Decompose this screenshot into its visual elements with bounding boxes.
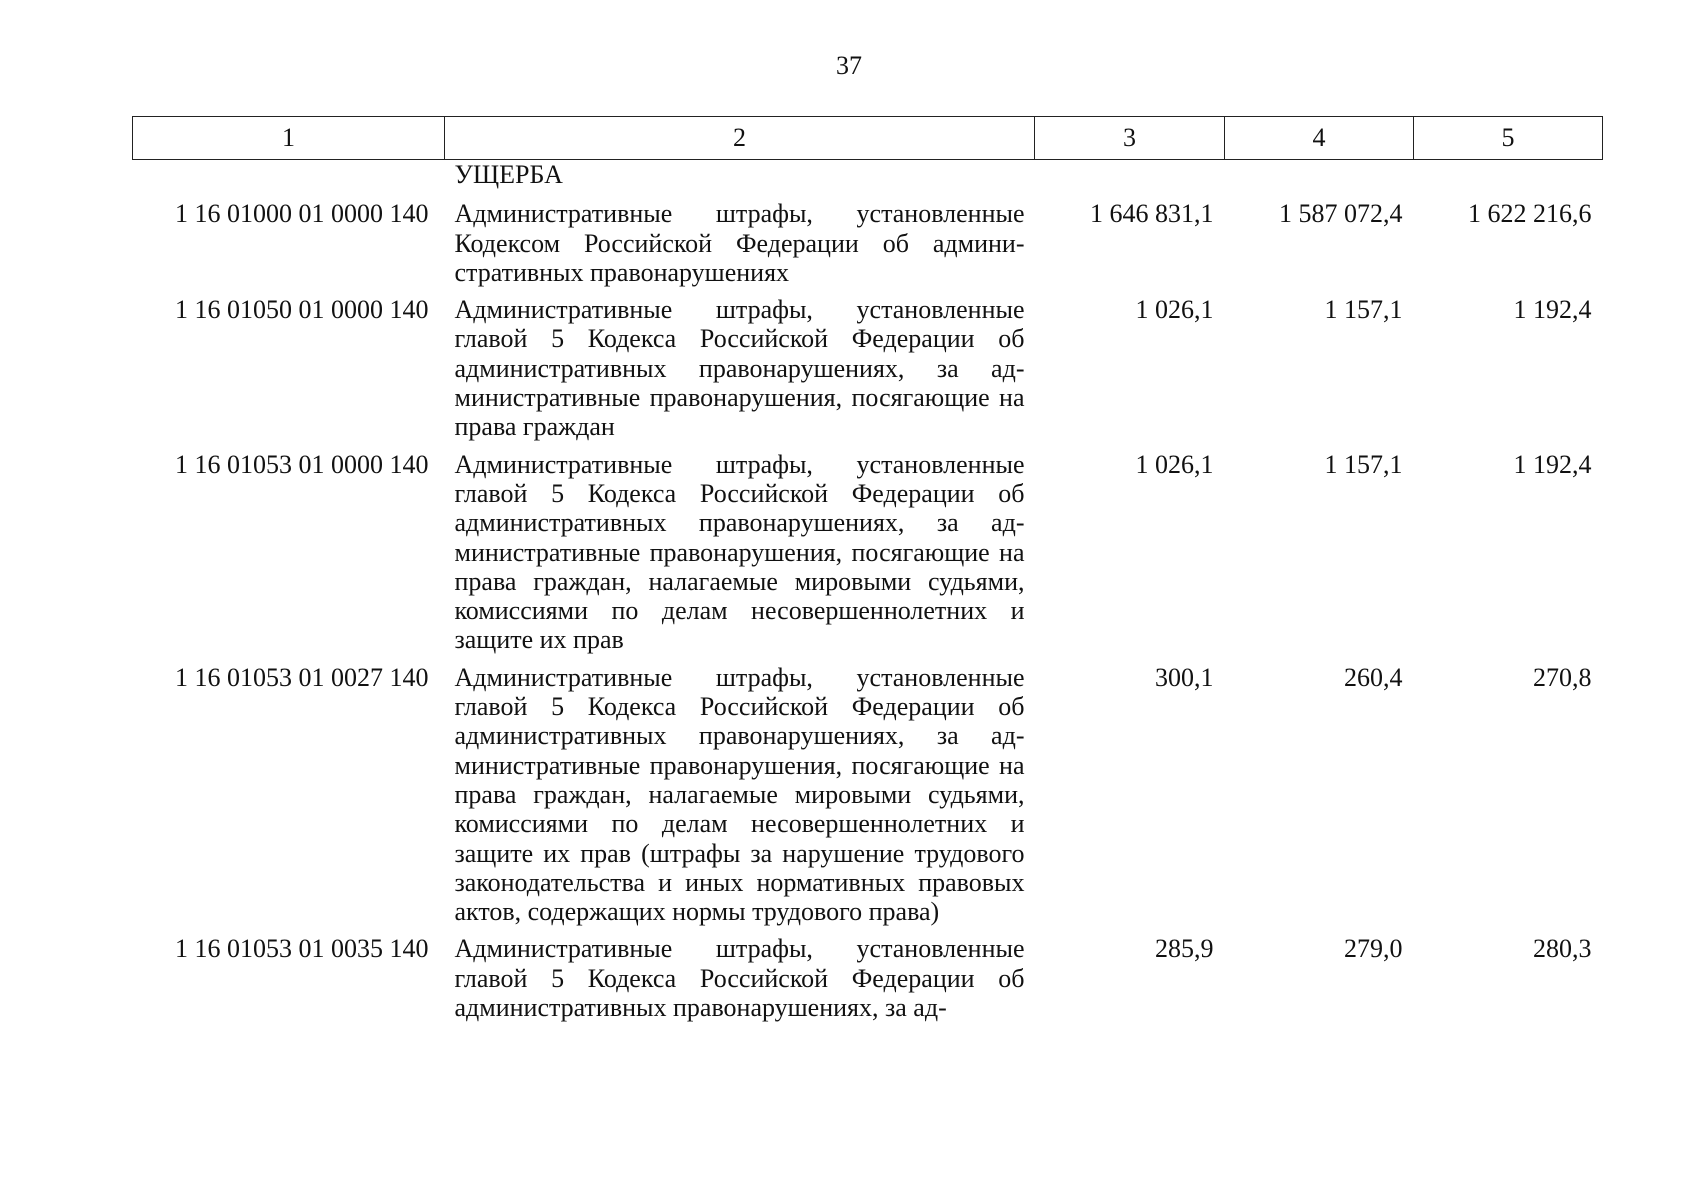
table-row: [133, 450, 1603, 663]
header-col-3: 3: [1035, 117, 1225, 160]
table-row: [133, 934, 1603, 1030]
row-value-col3: 1 026,1: [1135, 295, 1214, 325]
header-col-1: 1: [133, 117, 445, 160]
row-value-col4: 1 157,1: [1324, 449, 1403, 479]
row-value-col4: 1 587 072,4: [1279, 199, 1403, 229]
table-row: [133, 663, 1603, 935]
row-value-col5: 280,3: [1533, 934, 1592, 964]
row-value-col5: 1 192,4: [1513, 449, 1592, 479]
row-value-col4: 260,4: [1344, 662, 1403, 692]
row-description: Административные штрафы, установленные главой 5 Кодекса Российской Федерации об административных правонарушениях, за ад-: [454, 934, 1025, 1023]
row-value-col3: 1 646 831,1: [1090, 199, 1214, 229]
row-code: 1 16 01053 01 0035 140: [175, 934, 429, 964]
row-description: Административные штрафы, установленные главой 5 Кодекса Российской Федерации об административных правонарушениях, за административные правонарушения, посягающие на права граждан: [454, 295, 1025, 442]
continuation-row: [133, 160, 1603, 200]
row-code: 1 16 01000 01 0000 140: [175, 199, 429, 229]
row-description: Административные штрафы, установленные главой 5 Кодекса Российской Федерации об административных правонарушениях, за административные правонарушения, посягающие на права граждан, налагаемые мировыми судьями, комиссиями по делам несовершеннолетних и защите их прав (штрафы за нарушение трудового законодательства и иных нормативных правовых актов, содержащих нормы трудового права): [454, 662, 1025, 927]
continuation-text: УЩЕРБА: [454, 160, 563, 189]
table-row: [133, 199, 1603, 295]
row-value-col4: 279,0: [1344, 934, 1403, 964]
header-col-4: 4: [1225, 117, 1414, 160]
row-value-col5: 270,8: [1533, 662, 1592, 692]
header-col-5: 5: [1414, 117, 1603, 160]
row-value-col4: 1 157,1: [1324, 295, 1403, 325]
row-code: 1 16 01053 01 0027 140: [175, 662, 429, 692]
table-header-row: [133, 117, 1603, 160]
row-code: 1 16 01050 01 0000 140: [175, 295, 429, 325]
continuation-code-cell: [133, 160, 445, 200]
row-code: 1 16 01053 01 0000 140: [175, 449, 429, 479]
header-col-2: 2: [445, 117, 1035, 160]
budget-table: [132, 116, 1603, 1030]
row-value-col5: 1 192,4: [1513, 295, 1592, 325]
row-description: Административные штрафы, установленные главой 5 Кодекса Российской Федерации об административных правонарушениях, за административные правонарушения, посягающие на права граждан, налагаемые мировыми судьями, комиссиями по делам несовершеннолетних и защите их прав: [454, 449, 1025, 655]
row-value-col5: 1 622 216,6: [1468, 199, 1592, 229]
row-description: Административные штрафы, установленные Кодексом Российской Федерации об административных правонарушениях: [454, 199, 1025, 287]
page-number: 37: [836, 51, 862, 80]
table-row: [133, 295, 1603, 449]
row-value-col3: 1 026,1: [1135, 449, 1214, 479]
row-value-col3: 285,9: [1155, 934, 1214, 964]
row-value-col3: 300,1: [1155, 662, 1214, 692]
